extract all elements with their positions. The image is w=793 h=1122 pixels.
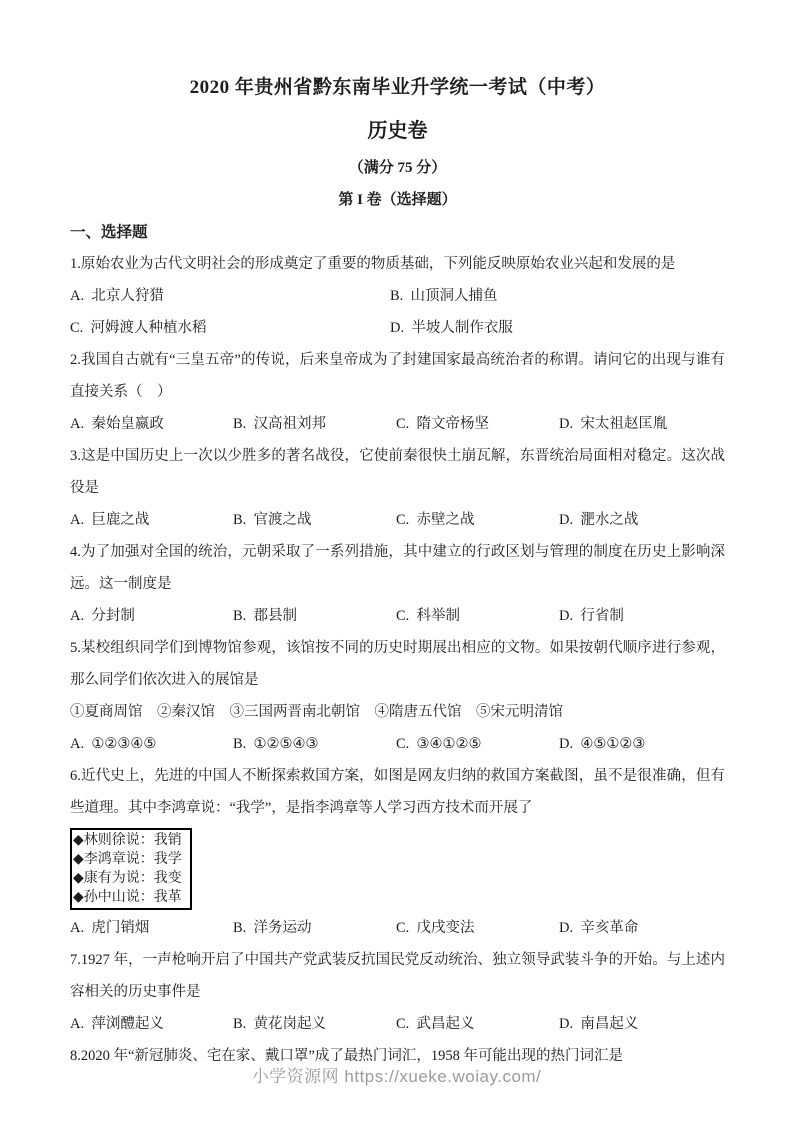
question-2-option-d: D. 宋太祖赵匡胤 — [559, 416, 668, 432]
quote-line-lin-zexu: ◆林则徐说：我销 — [73, 833, 182, 848]
question-2 — [70, 344, 725, 440]
question-6-option-a: A. 虎门销烟 — [70, 920, 150, 936]
question-1-options — [70, 280, 725, 344]
question-4-option-d: D. 行省制 — [559, 608, 624, 624]
question-1-option-b: B. 山顶洞人捕鱼 — [390, 288, 498, 304]
question-3 — [70, 440, 725, 536]
question-3-option-b: B. 官渡之战 — [233, 512, 312, 528]
question-2-options — [70, 408, 725, 440]
quote-line-sun-zhongshan: ◆孙中山说：我革 — [73, 890, 182, 905]
quote-line-li-hongzhang: ◆李鸿章说：我学 — [73, 852, 182, 867]
question-3-option-c: C. 赤壁之战 — [396, 512, 475, 528]
question-7-text: 7.1927 年，一声枪响开启了中国共产党武装反抗国民党反动统治、独立领导武装斗争的开始。与上述内容相关的历史事件是 — [70, 952, 725, 1000]
question-2-option-b: B. 汉高祖刘邦 — [233, 416, 327, 432]
question-6-text: 6.近代史上，先进的中国人不断探索救国方案，如图是网友归纳的救国方案截图，虽不是很准确，但有些道理。其中李鸿章说：“我学”，是指李鸿章等人学习西方技术而开展了 — [70, 768, 725, 816]
question-6-option-b: B. 洋务运动 — [233, 920, 312, 936]
question-1-option-a: A. 北京人狩猎 — [70, 288, 164, 304]
question-4-option-a: A. 分封制 — [70, 608, 135, 624]
question-6-option-d: D. 辛亥革命 — [559, 920, 639, 936]
exam-subject-title: 历史卷 — [367, 120, 428, 142]
watermark-source-url: 小学资源网 https://xueke.woiay.com/ — [251, 1067, 542, 1086]
question-2-text: 2.我国自古就有“三皇五帝”的传说，后来皇帝成为了封建国家最高统治者的称谓。请问它的出现与谁有直接关系（ ） — [70, 352, 725, 400]
question-3-option-a: A. 巨鹿之战 — [70, 512, 150, 528]
question-4-option-c: C. 科举制 — [396, 608, 461, 624]
question-7-option-b: B. 黄花岗起义 — [233, 1016, 327, 1032]
question-4 — [70, 536, 725, 632]
question-6 — [70, 760, 725, 944]
question-5-option-b: B. ①②⑤④③ — [233, 736, 319, 752]
question-1 — [70, 248, 725, 344]
question-5-option-d: D. ④⑤①②③ — [559, 736, 646, 752]
question-7-option-c: C. 武昌起义 — [396, 1016, 475, 1032]
question-4-text: 4.为了加强对全国的统治，元朝采取了一系列措施，其中建立的行政区划与管理的制度在历史上影响深远。这一制度是 — [70, 544, 725, 592]
question-6-options — [70, 912, 725, 944]
question-3-text: 3.这是中国历史上一次以少胜多的著名战役，它使前秦很快土崩瓦解，东晋统治局面相对稳定。这次战役是 — [70, 448, 725, 496]
question-4-option-b: B. 郡县制 — [233, 608, 298, 624]
question-1-text: 1.原始农业为古代文明社会的形成奠定了重要的物质基础，下列能反映原始农业兴起和发展的是 — [70, 256, 676, 272]
question-4-options — [70, 600, 725, 632]
question-1-option-d: D. 半坡人制作衣服 — [390, 320, 513, 336]
question-5-options — [70, 728, 725, 760]
question-8-text: 8.2020 年“新冠肺炎、宅在家、戴口罩”成了最热门词汇，1958 年可能出现的热门词汇是 — [70, 1048, 623, 1064]
question-7-option-a: A. 萍浏醴起义 — [70, 1016, 164, 1032]
question-5-option-c: C. ③④①②⑤ — [396, 736, 482, 752]
question-5-text: 5.某校组织同学们到博物馆参观，该馆按不同的历史时期展出相应的文物。如果按朝代顺序进行参观，那么同学们依次进入的展馆是 — [70, 640, 725, 688]
question-3-option-d: D. 淝水之战 — [559, 512, 639, 528]
question-3-options — [70, 504, 725, 536]
question-7-option-d: D. 南昌起义 — [559, 1016, 639, 1032]
question-7 — [70, 944, 725, 1040]
quote-line-kang-youwei: ◆康有为说：我变 — [73, 871, 182, 886]
question-1-option-c: C. 河姆渡人种植水稻 — [70, 320, 207, 336]
question-5 — [70, 632, 725, 760]
question-6-quote-box — [70, 828, 192, 910]
score-note: （满分 75 分） — [348, 160, 447, 176]
question-6-option-c: C. 戊戌变法 — [396, 920, 475, 936]
part-title: 第 I 卷（选择题） — [338, 192, 457, 208]
question-2-option-a: A. 秦始皇嬴政 — [70, 416, 164, 432]
question-7-options — [70, 1008, 725, 1040]
question-5-option-a: A. ①②③④⑤ — [70, 736, 157, 752]
question-5-hall-list: ①夏商周馆 ②秦汉馆 ③三国两晋南北朝馆 ④隋唐五代馆 ⑤宋元明清馆 — [70, 704, 563, 720]
exam-title: 2020 年贵州省黔东南毕业升学统一考试（中考） — [189, 77, 606, 98]
question-2-option-c: C. 隋文帝杨坚 — [396, 416, 490, 432]
section-heading-choice: 一、选择题 — [70, 224, 148, 241]
